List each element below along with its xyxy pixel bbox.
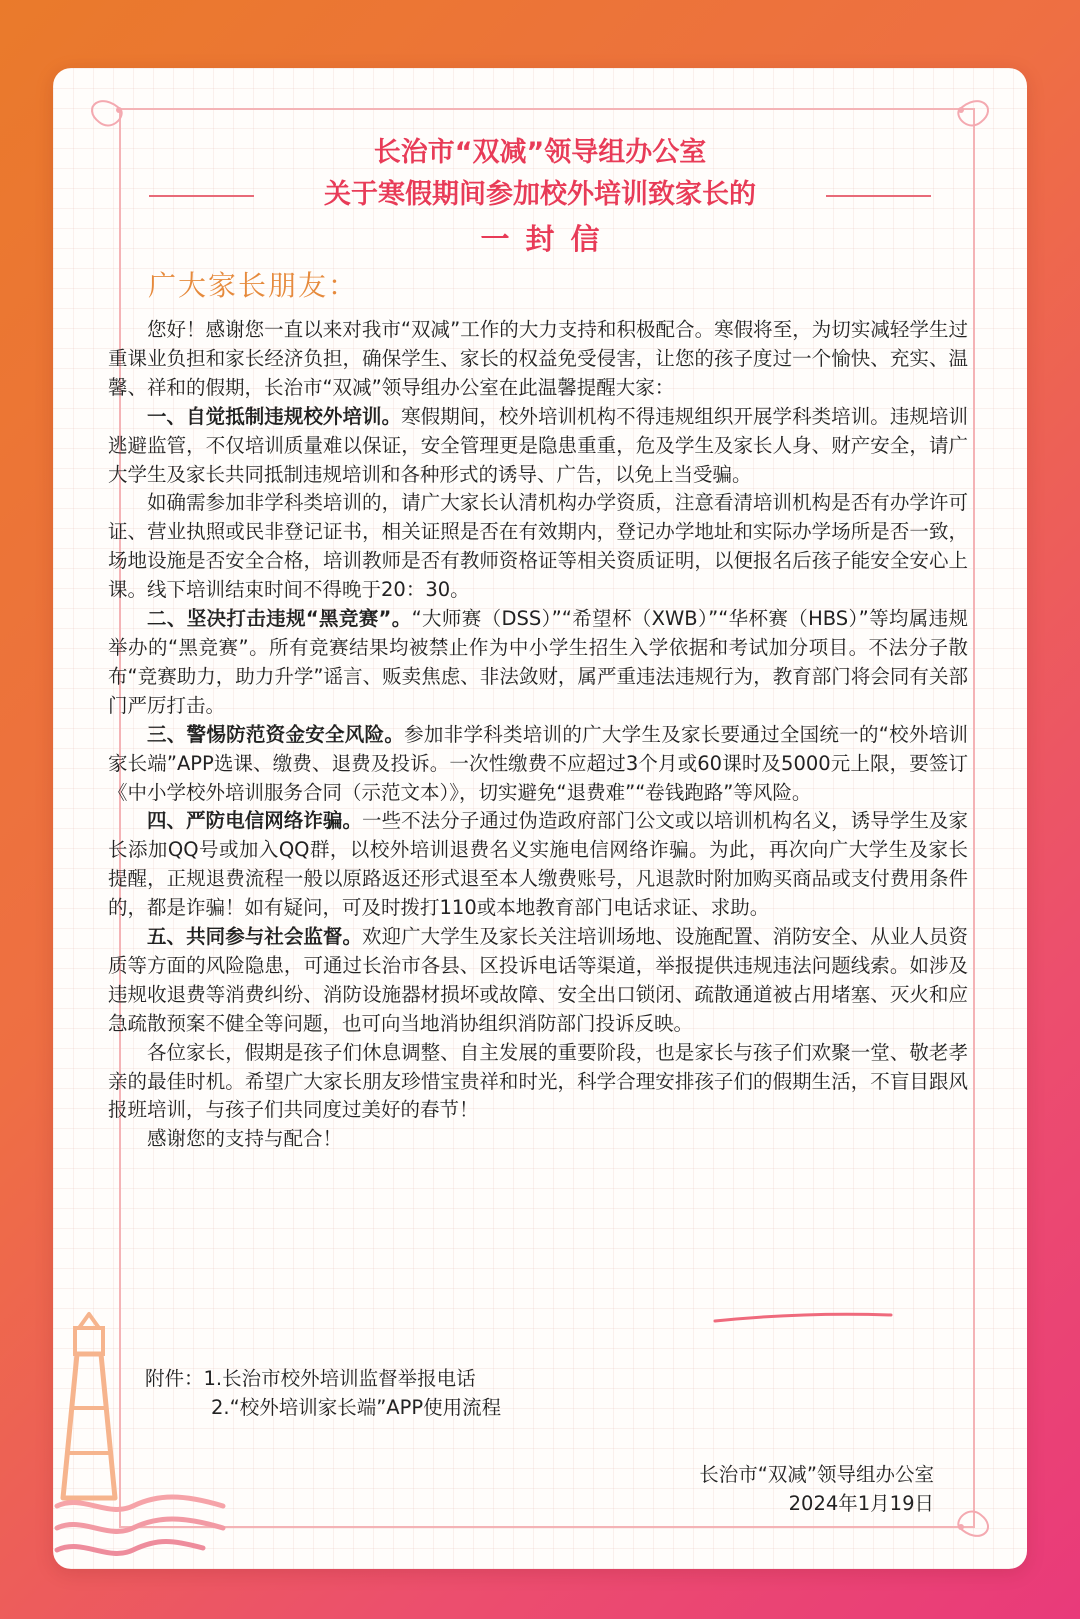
signature (699, 1460, 934, 1518)
section-1-heading: 一、自觉抵制违规校外培训。 (147, 404, 402, 428)
letter-card (53, 68, 1027, 1569)
title-subject-text: 关于寒假期间参加校外培训致家长的 (324, 179, 756, 210)
section-5-text: 欢迎广大学生及家长关注培训场地、设施配置、消防安全、从业人员资质等方面的风险隐患，可通过长治市各县、区投诉电话等渠道，举报提供违规违法问题线索。如涉及违规收退费等消费纠纷、消防设施器材损坏或故障、安全出口锁闭、疏散通道被占用堵塞、灭火和应急疏散预案不健全等问题，也可向当地消协组织消防部门投诉反映。 (108, 925, 968, 1035)
paragraph-section-1-extra: 如确需参加非学科类培训的，请广大家长认清机构办学资质，注意看清培训机构是否有办学许可证、营业执照或民非登记证书，相关证照是否在有效期内，登记办学地址和实际办学场所是否一致，场地设施是否安全合格，培训教师是否有教师资格证等相关资质证明，以便报名后孩子能安全安心上课。线下培训结束时间不得晚于20：30。 (108, 491, 968, 602)
title-subject (53, 172, 1027, 218)
signature-date: 2024年1月19日 (788, 1492, 934, 1515)
attachment-item-2: 2.“校外培训家长端”APP使用流程 (211, 1396, 502, 1419)
paragraph-thanks: 感谢您的支持与配合！ (147, 1127, 343, 1151)
letter-body (108, 316, 968, 1154)
lighthouse-illustration (53, 1308, 243, 1568)
title-rule-left (149, 195, 254, 197)
paragraph-section-1 (108, 403, 968, 490)
signature-org: 长治市“双减”领导组办公室 (699, 1463, 934, 1486)
title-letter: 一封信 (480, 222, 616, 256)
attachments-label: 附件： (145, 1367, 204, 1390)
section-4-text: 一些不法分子通过伪造政府部门公文或以培训机构名义，诱导学生及家长添加QQ号或加入QQ群，以校外培训退费名义实施电信网络诈骗。为此，再次向广大学生及家长提醒，正规退费流程一般以原路返还形式退至本人缴费账号，凡退款时附加购买商品或支付费用条件的，都是诈骗！如有疑问，可及时拨打110或本地教育部门电话求证、求助。 (108, 809, 968, 920)
decorative-swoosh (713, 1311, 893, 1325)
paragraph-section-2 (108, 605, 968, 721)
section-2-heading: 二、坚决打击违规“黑竞赛”。 (147, 607, 412, 631)
letter-title (53, 134, 1027, 260)
section-5-heading: 五、共同参与社会监督。 (147, 925, 363, 949)
section-1-text: 寒假期间，校外培训机构不得违规组织开展学科类培训。违规培训逃避监管，不仅培训质量难以保证，安全管理更是隐患重重，危及学生及家长人身、财产安全，请广大学生及家长共同抵制违规培训和各种形式的诱导、广告，以免上当受骗。 (108, 404, 968, 486)
attachment-item-1: 1.长治市校外培训监督举报电话 (203, 1367, 476, 1390)
paragraph-section-3 (108, 721, 968, 808)
attachments (145, 1364, 501, 1422)
greeting: 广大家长朋友： (148, 269, 359, 302)
ribbon-corner-ornament-bottom-right (929, 1479, 999, 1549)
section-2-text: “大师赛（DSS）”“希望杯（XWB）”“华杯赛（HBS）”等均属违规举办的“黑竞赛”。所有竞赛结果均被禁止作为中小学生招生入学依据和考试加分项目。不法分子散布“竞赛助力，助力升学”谣言、贩卖焦虑、非法敛财，属严重违法违规行为，教育部门将会同有关部门严厉打击。 (108, 607, 968, 717)
paragraph-section-4 (108, 807, 968, 923)
paragraph-intro: 您好！感谢您一直以来对我市“双减”工作的大力支持和积极配合。寒假将至，为切实减轻学生过重课业负担和家长经济负担，确保学生、家长的权益免受侵害，让您的孩子度过一个愉快、充实、温馨、祥和的假期，长治市“双减”领导组办公室在此温馨提醒大家： (108, 318, 968, 399)
attachment-row-1 (145, 1364, 501, 1393)
title-issuer: 长治市“双减”领导组办公室 (373, 137, 707, 168)
paragraph-section-5 (108, 923, 968, 1039)
section-3-text: 参加非学科类培训的广大学生及家长要通过全国统一的“校外培训家长端”APP选课、缴费、退费及投诉。一次性缴费不应超过3个月或60课时及5000元上限，要签订《中小学校外培训服务合同（示范文本）》，切实避免“退费难”“卷钱跑路”等风险。 (108, 722, 968, 804)
paragraph-closing: 各位家长，假期是孩子们休息调整、自主发展的重要阶段，也是家长与孩子们欢聚一堂、敬老孝亲的最佳时机。希望广大家长朋友珍惜宝贵祥和时光，科学合理安排孩子们的假期生活，不盲目跟风报班培训，与孩子们共同度过美好的春节！ (108, 1040, 968, 1122)
title-rule-right (826, 195, 931, 197)
section-3-heading: 三、警惕防范资金安全风险。 (147, 722, 405, 746)
section-4-heading: 四、严防电信网络诈骗。 (147, 809, 363, 833)
